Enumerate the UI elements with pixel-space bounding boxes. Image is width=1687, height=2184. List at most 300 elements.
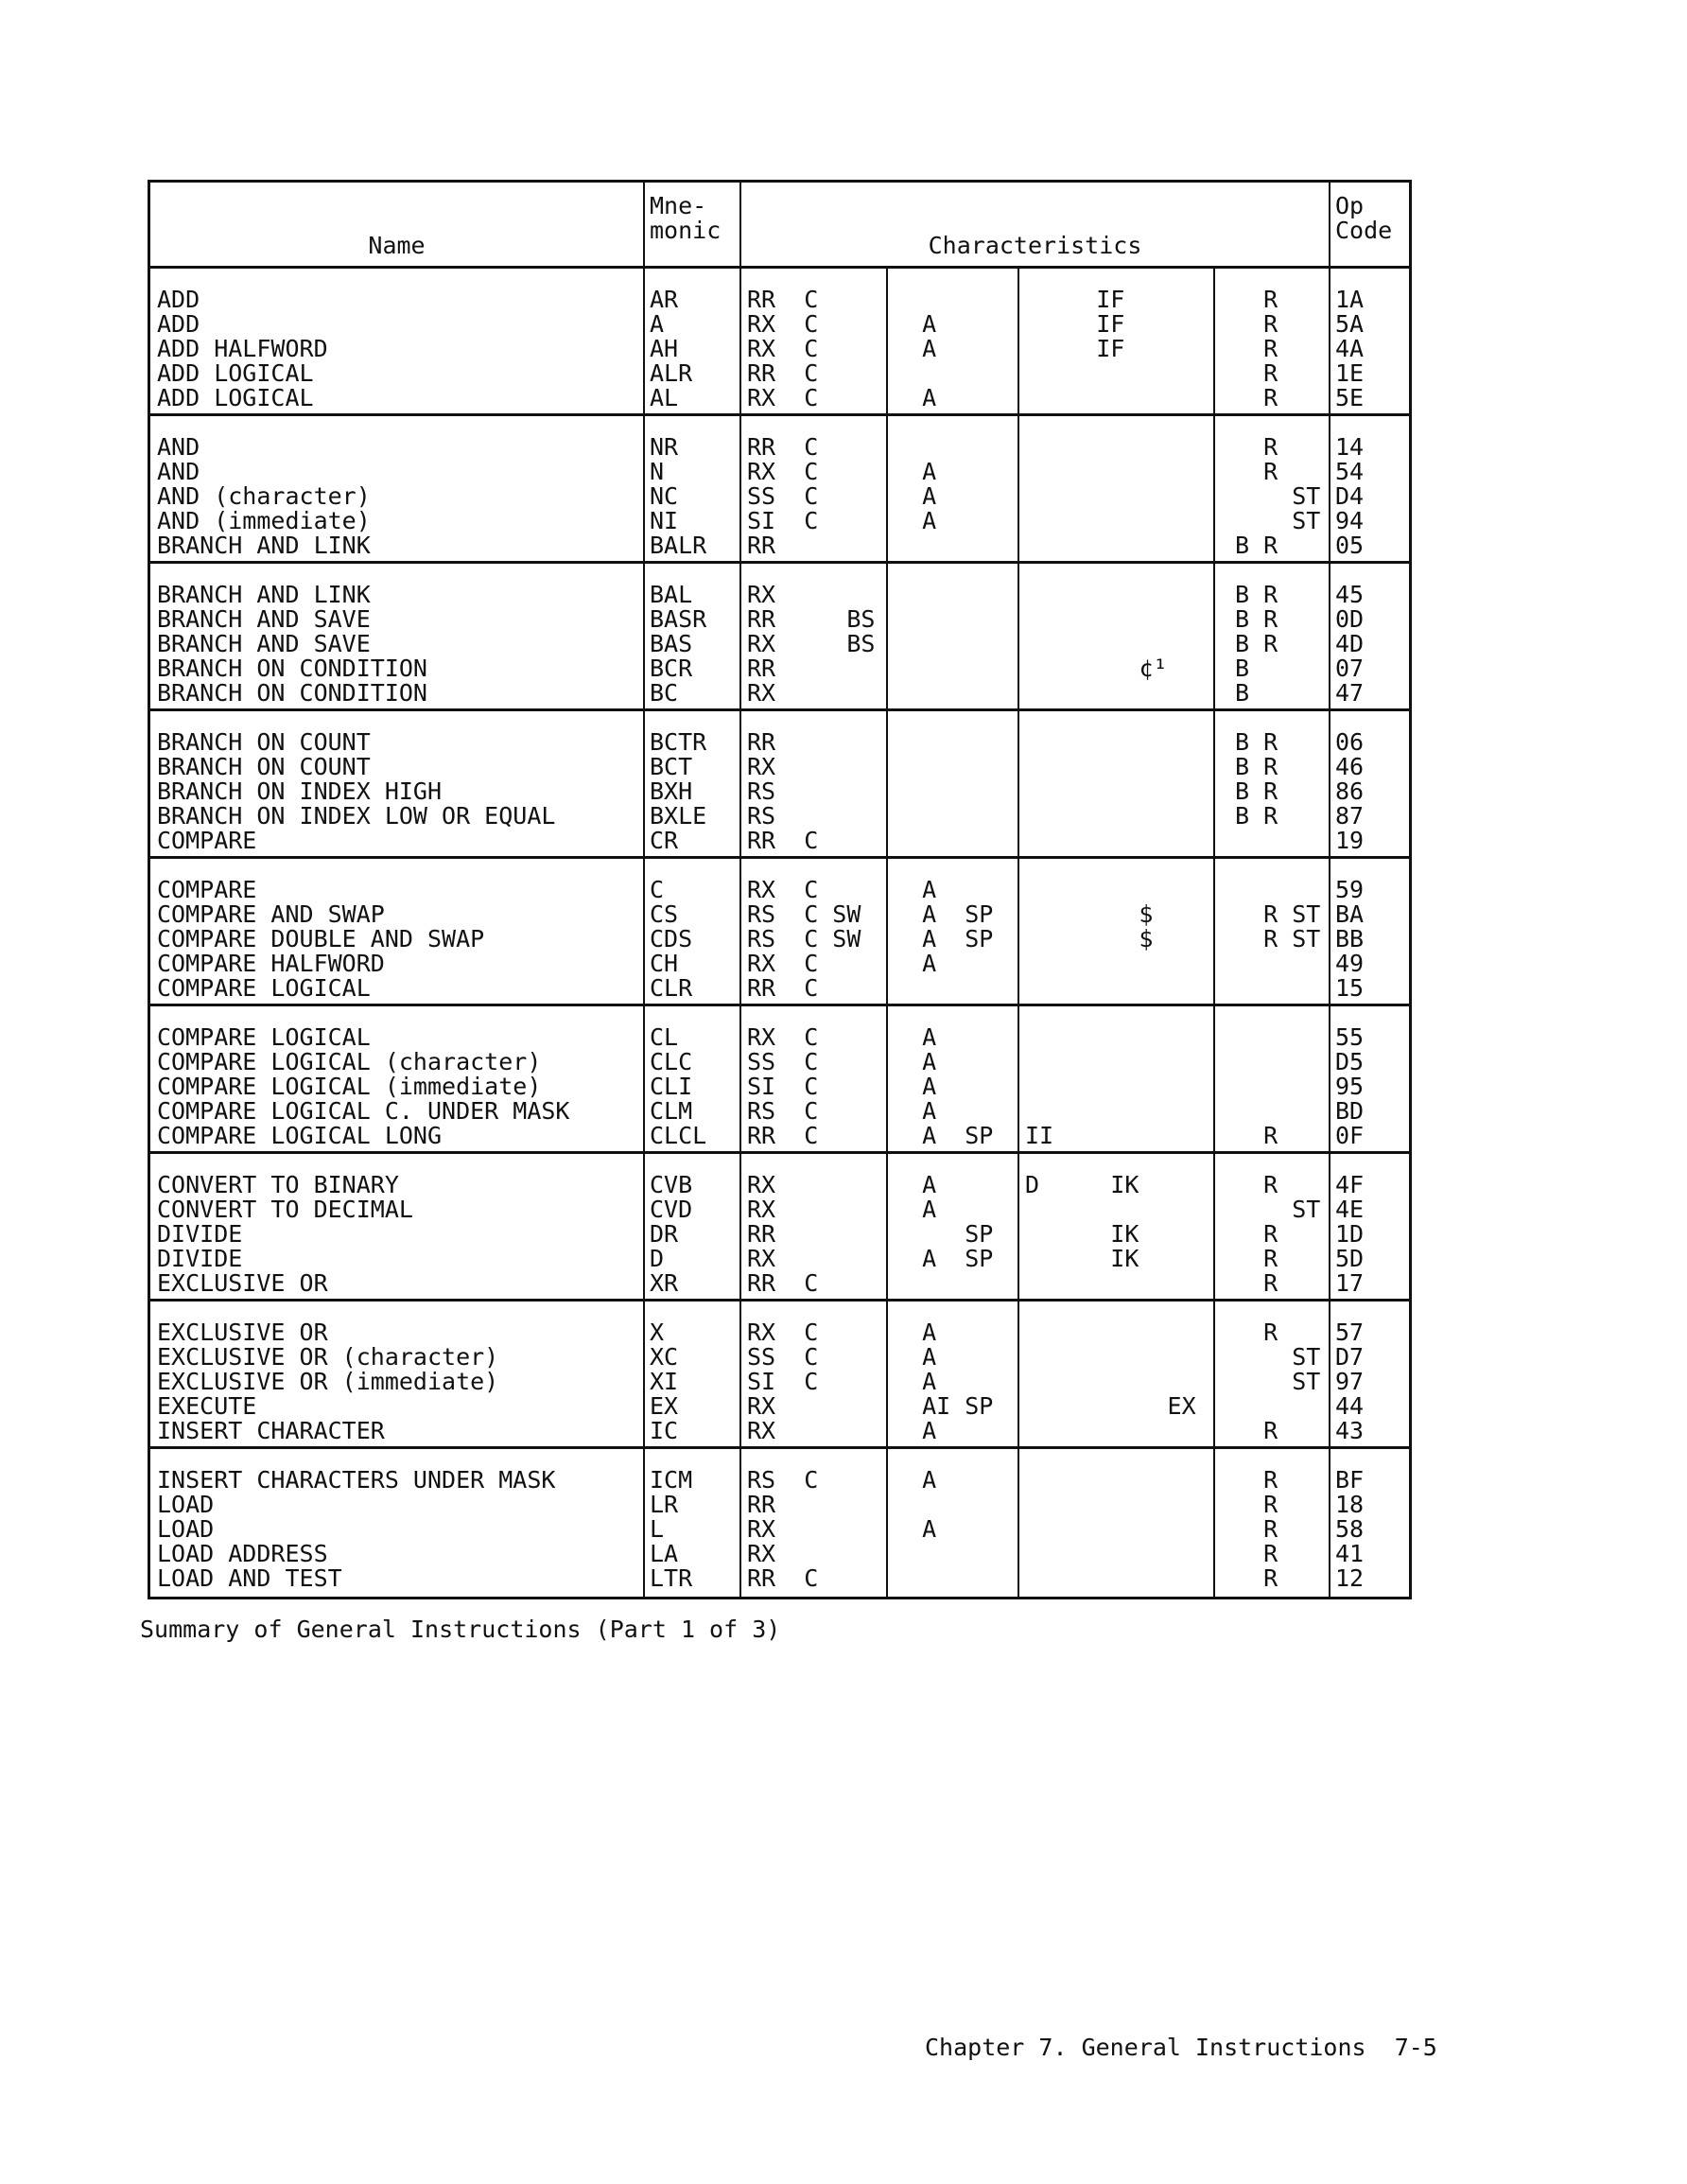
cell-mn: C — [650, 876, 665, 903]
cell-c2: A — [894, 1368, 937, 1395]
cell-c3 — [1025, 533, 1213, 558]
cell-c4: ST — [1221, 507, 1321, 534]
cell-name: DIVIDE — [157, 1220, 243, 1248]
cell-c3 — [1025, 878, 1213, 902]
cell-op: BB — [1335, 925, 1365, 952]
cell-mn: BALR — [650, 532, 707, 559]
cell-op: 54 — [1335, 458, 1365, 485]
cell-c1: RR C — [747, 359, 819, 387]
cell-c2 — [894, 681, 1017, 706]
column-c2 — [888, 711, 1019, 856]
cell-name: LOAD ADDRESS — [157, 1540, 328, 1567]
cell-name: COMPARE DOUBLE AND SWAP — [157, 925, 485, 952]
cell-c4: R — [1221, 1245, 1278, 1272]
cell-c2: AI SP — [894, 1392, 994, 1420]
cell-c4: B — [1221, 655, 1250, 682]
row-group — [150, 711, 1409, 859]
cell-op: D5 — [1335, 1048, 1365, 1075]
cell-mn: BC — [650, 679, 679, 707]
cell-c4: ST — [1221, 1196, 1321, 1223]
footer-chapter: Chapter 7. General Instructions — [925, 2034, 1366, 2061]
column-c1 — [741, 269, 888, 413]
cell-mn: CH — [650, 950, 679, 977]
column-op — [1330, 859, 1409, 1004]
cell-op: 43 — [1335, 1417, 1365, 1444]
cell-c3 — [1025, 1271, 1213, 1296]
row-group — [150, 1154, 1409, 1302]
cell-c2 — [894, 1542, 1017, 1566]
cell-name: BRANCH AND SAVE — [157, 605, 371, 633]
cell-c4: R — [1221, 1319, 1278, 1346]
cell-op: 55 — [1335, 1023, 1365, 1051]
cell-c2 — [894, 607, 1017, 632]
cell-c4: R — [1221, 286, 1278, 313]
cell-c3: IK — [1025, 1220, 1139, 1248]
cell-c1: SI C — [747, 1368, 819, 1395]
cell-c4: R — [1221, 1491, 1278, 1518]
cell-op: 45 — [1335, 581, 1365, 608]
cell-c3 — [1025, 829, 1213, 853]
cell-name: INSERT CHARACTERS UNDER MASK — [157, 1466, 556, 1494]
header-mnemonic-line1: Mne- — [650, 192, 707, 219]
cell-op: 07 — [1335, 655, 1365, 682]
cell-mn: BAL — [650, 581, 693, 608]
cell-name: AND — [157, 458, 200, 485]
column-c4 — [1215, 1006, 1330, 1151]
cell-c2 — [894, 779, 1017, 804]
cell-c2: A — [894, 1319, 937, 1346]
cell-c4: R — [1221, 1540, 1278, 1567]
cell-c4: B R — [1221, 728, 1278, 756]
cell-c3 — [1025, 1542, 1213, 1566]
column-c1 — [741, 711, 888, 856]
cell-c2 — [894, 1271, 1017, 1296]
cell-c3 — [1025, 681, 1213, 706]
cell-op: 4F — [1335, 1171, 1365, 1198]
cell-name: LOAD — [157, 1515, 215, 1543]
cell-c1: RX — [747, 1196, 776, 1223]
cell-name: COMPARE LOGICAL C. UNDER MASK — [157, 1097, 570, 1125]
cell-c1: RX C — [747, 950, 819, 977]
cell-name: COMPARE LOGICAL — [157, 1023, 371, 1051]
cell-name: AND (character) — [157, 482, 371, 510]
cell-name: EXECUTE — [157, 1392, 257, 1420]
cell-c3 — [1025, 460, 1213, 484]
cell-c4: B R — [1221, 532, 1278, 559]
column-c1 — [741, 1302, 888, 1446]
cell-op: 17 — [1335, 1269, 1365, 1297]
cell-mn: CLI — [650, 1073, 693, 1100]
cell-mn: LA — [650, 1540, 679, 1567]
cell-c3 — [1025, 1050, 1213, 1075]
table-body — [150, 269, 1409, 1597]
cell-c1: RS — [747, 778, 776, 805]
cell-c4: B R — [1221, 630, 1278, 657]
column-mn — [645, 1302, 741, 1446]
cell-op: 4D — [1335, 630, 1365, 657]
table-caption: Summary of General Instructions (Part 1 of 3) — [140, 1616, 781, 1643]
cell-c1: RR C — [747, 433, 819, 461]
cell-name: LOAD — [157, 1491, 215, 1518]
cell-c1: RX — [747, 1540, 776, 1567]
cell-op: 0D — [1335, 605, 1365, 633]
cell-c3: $ — [1025, 900, 1154, 928]
column-c3 — [1019, 269, 1215, 413]
cell-c4: R — [1221, 1171, 1278, 1198]
cell-c4: B — [1221, 679, 1250, 707]
cell-c4 — [1221, 1099, 1329, 1124]
cell-c2: A — [894, 1343, 937, 1371]
cell-c3: EX — [1025, 1392, 1196, 1420]
cell-c1: RX C — [747, 1319, 819, 1346]
cell-c2 — [894, 1566, 1017, 1591]
cell-mn: BCT — [650, 753, 693, 780]
cell-c2: A SP — [894, 900, 994, 928]
column-c4 — [1215, 564, 1330, 708]
cell-name: EXCLUSIVE OR (character) — [157, 1343, 499, 1371]
column-op — [1330, 269, 1409, 413]
cell-name: BRANCH ON INDEX LOW OR EQUAL — [157, 802, 556, 830]
cell-c4 — [1221, 1025, 1329, 1050]
cell-op: 86 — [1335, 778, 1365, 805]
cell-c4: R — [1221, 384, 1278, 411]
cell-name: AND — [157, 433, 200, 461]
column-name — [150, 1006, 645, 1151]
cell-op: BA — [1335, 900, 1365, 928]
cell-c3 — [1025, 632, 1213, 656]
cell-c3 — [1025, 1099, 1213, 1124]
cell-mn: BAS — [650, 630, 693, 657]
cell-c4 — [1221, 829, 1329, 853]
cell-c1: RS C — [747, 1466, 819, 1494]
cell-mn: CDS — [650, 925, 693, 952]
cell-c1: RR C — [747, 286, 819, 313]
cell-op: 59 — [1335, 876, 1365, 903]
cell-c1: RX — [747, 1171, 776, 1198]
row-group — [150, 269, 1409, 416]
cell-c2: A — [894, 335, 937, 362]
column-mn — [645, 1154, 741, 1299]
cell-c2: A — [894, 1073, 937, 1100]
cell-op: 0F — [1335, 1122, 1365, 1149]
column-c1 — [741, 1006, 888, 1151]
cell-c1: RR C — [747, 974, 819, 1002]
cell-op: 44 — [1335, 1392, 1365, 1420]
column-name — [150, 1154, 645, 1299]
cell-c3 — [1025, 730, 1213, 755]
cell-mn: X — [650, 1319, 665, 1346]
column-name — [150, 859, 645, 1004]
cell-c4 — [1221, 1075, 1329, 1099]
cell-c1: RR C — [747, 1269, 819, 1297]
row-group — [150, 859, 1409, 1006]
cell-c2 — [894, 804, 1017, 829]
cell-op: 5E — [1335, 384, 1365, 411]
column-c4 — [1215, 711, 1330, 856]
cell-c2 — [894, 656, 1017, 681]
cell-c4: R — [1221, 1220, 1278, 1248]
cell-c1: RS C — [747, 1097, 819, 1125]
cell-c2: SP — [894, 1220, 994, 1248]
cell-mn: CLR — [650, 974, 693, 1002]
cell-c2: A — [894, 310, 937, 338]
cell-c4: R ST — [1221, 900, 1321, 928]
cell-c4: R ST — [1221, 925, 1321, 952]
cell-c1: RX — [747, 753, 776, 780]
cell-mn: EX — [650, 1392, 679, 1420]
cell-op: 19 — [1335, 827, 1365, 854]
column-c2 — [888, 1006, 1019, 1151]
cell-c4: R — [1221, 1466, 1278, 1494]
cell-c4: B R — [1221, 581, 1278, 608]
cell-c2: A SP — [894, 925, 994, 952]
cell-c4: R — [1221, 335, 1278, 362]
cell-c1: RX — [747, 1245, 776, 1272]
cell-name: BRANCH ON CONDITION — [157, 679, 427, 707]
cell-name: BRANCH ON COUNT — [157, 753, 371, 780]
cell-mn: D — [650, 1245, 665, 1272]
column-c3 — [1019, 1154, 1215, 1299]
cell-c1: SI C — [747, 507, 819, 534]
column-name — [150, 269, 645, 413]
column-c4 — [1215, 1449, 1330, 1597]
cell-c2: A — [894, 458, 937, 485]
cell-c4: R — [1221, 1122, 1278, 1149]
cell-c1: RX C — [747, 335, 819, 362]
cell-c2 — [894, 976, 1017, 1001]
cell-c1: RR C — [747, 1564, 819, 1592]
column-c2 — [888, 859, 1019, 1004]
cell-op: 05 — [1335, 532, 1365, 559]
cell-c3 — [1025, 976, 1213, 1001]
cell-name: ADD LOGICAL — [157, 384, 314, 411]
cell-mn: LTR — [650, 1564, 693, 1592]
cell-mn: DR — [650, 1220, 679, 1248]
cell-mn: XR — [650, 1269, 679, 1297]
cell-name: COMPARE LOGICAL (immediate) — [157, 1073, 542, 1100]
cell-c3 — [1025, 361, 1213, 386]
cell-c4: R — [1221, 310, 1278, 338]
cell-mn: CVB — [650, 1171, 693, 1198]
cell-name: DIVIDE — [157, 1245, 243, 1272]
cell-mn: XC — [650, 1343, 679, 1371]
column-op — [1330, 416, 1409, 561]
cell-c1: SS C — [747, 482, 819, 510]
cell-op: D4 — [1335, 482, 1365, 510]
column-mn — [645, 269, 741, 413]
cell-name: BRANCH AND LINK — [157, 581, 371, 608]
footer-page-number: 7-5 — [1394, 2034, 1437, 2061]
cell-mn: IC — [650, 1417, 679, 1444]
cell-op: 5D — [1335, 1245, 1365, 1272]
cell-c1: RX C — [747, 458, 819, 485]
cell-c2 — [894, 730, 1017, 755]
cell-c1: RX C — [747, 1023, 819, 1051]
header-name — [150, 183, 645, 266]
column-name — [150, 1302, 645, 1446]
cell-c3 — [1025, 1517, 1213, 1542]
column-mn — [645, 416, 741, 561]
cell-c2: A — [894, 482, 937, 510]
cell-name: ADD HALFWORD — [157, 335, 328, 362]
cell-mn: LR — [650, 1491, 679, 1518]
cell-c4: R — [1221, 1417, 1278, 1444]
column-c2 — [888, 416, 1019, 561]
column-c4 — [1215, 1154, 1330, 1299]
cell-mn: BXH — [650, 778, 693, 805]
column-c1 — [741, 416, 888, 561]
header-opcode-line1: Op — [1335, 192, 1365, 219]
cell-c4: R — [1221, 1515, 1278, 1543]
cell-name: BRANCH ON INDEX HIGH — [157, 778, 443, 805]
cell-c4: R — [1221, 1269, 1278, 1297]
cell-name: COMPARE LOGICAL (character) — [157, 1048, 542, 1075]
cell-c4: B R — [1221, 802, 1278, 830]
cell-mn: CS — [650, 900, 679, 928]
column-mn — [645, 1449, 741, 1597]
cell-c1: RR — [747, 532, 776, 559]
cell-op: 58 — [1335, 1515, 1365, 1543]
cell-c2: A — [894, 1466, 937, 1494]
cell-name: INSERT CHARACTER — [157, 1417, 385, 1444]
cell-c2: A — [894, 1097, 937, 1125]
cell-mn: BXLE — [650, 802, 707, 830]
cell-c1: RR C — [747, 827, 819, 854]
cell-c4: ST — [1221, 482, 1321, 510]
cell-c3 — [1025, 386, 1213, 411]
cell-c3 — [1025, 1345, 1213, 1370]
cell-c3 — [1025, 607, 1213, 632]
cell-c3 — [1025, 1025, 1213, 1050]
cell-c4: R — [1221, 359, 1278, 387]
cell-c2: A — [894, 1171, 937, 1198]
cell-mn: A — [650, 310, 665, 338]
column-c4 — [1215, 269, 1330, 413]
cell-op: 18 — [1335, 1491, 1365, 1518]
cell-name: CONVERT TO DECIMAL — [157, 1196, 413, 1223]
cell-c1: RR — [747, 1491, 776, 1518]
row-group — [150, 1302, 1409, 1449]
cell-c2 — [894, 1493, 1017, 1517]
column-op — [1330, 711, 1409, 856]
column-c2 — [888, 1154, 1019, 1299]
cell-c1: RS C SW — [747, 925, 861, 952]
column-c1 — [741, 859, 888, 1004]
column-mn — [645, 564, 741, 708]
column-name — [150, 416, 645, 561]
cell-c2 — [894, 583, 1017, 607]
cell-c2: A — [894, 1417, 937, 1444]
column-c4 — [1215, 416, 1330, 561]
cell-c2 — [894, 435, 1017, 460]
cell-c1: RX C — [747, 384, 819, 411]
cell-c1: RR — [747, 1220, 776, 1248]
cell-c1: RR C — [747, 1122, 819, 1149]
cell-c4: B R — [1221, 753, 1278, 780]
column-op — [1330, 564, 1409, 708]
cell-c1: RS C SW — [747, 900, 861, 928]
column-op — [1330, 1006, 1409, 1151]
cell-mn: CLC — [650, 1048, 693, 1075]
cell-name: COMPARE — [157, 827, 257, 854]
cell-c3 — [1025, 1493, 1213, 1517]
cell-c1: SS C — [747, 1343, 819, 1371]
cell-c1: RX — [747, 679, 776, 707]
cell-name: EXCLUSIVE OR (immediate) — [157, 1368, 499, 1395]
cell-op: 41 — [1335, 1540, 1365, 1567]
cell-name: EXCLUSIVE OR — [157, 1319, 328, 1346]
cell-c3 — [1025, 804, 1213, 829]
cell-c2 — [894, 755, 1017, 779]
cell-name: COMPARE AND SWAP — [157, 900, 385, 928]
cell-op: 5A — [1335, 310, 1365, 338]
cell-c3 — [1025, 952, 1213, 976]
cell-c3: $ — [1025, 925, 1154, 952]
cell-mn: BCR — [650, 655, 693, 682]
cell-c3 — [1025, 1468, 1213, 1493]
cell-name: EXCLUSIVE OR — [157, 1269, 328, 1297]
cell-name: COMPARE HALFWORD — [157, 950, 385, 977]
column-op — [1330, 1154, 1409, 1299]
cell-mn: BCTR — [650, 728, 707, 756]
cell-name: ADD — [157, 286, 200, 313]
cell-c2 — [894, 361, 1017, 386]
column-name — [150, 1449, 645, 1597]
cell-c2 — [894, 632, 1017, 656]
cell-c4 — [1221, 878, 1329, 902]
cell-c1: SI C — [747, 1073, 819, 1100]
column-c1 — [741, 1449, 888, 1597]
row-group — [150, 416, 1409, 564]
cell-op: 4E — [1335, 1196, 1365, 1223]
column-mn — [645, 859, 741, 1004]
header-mnemonic-line2: monic — [650, 217, 722, 244]
cell-c2: A — [894, 1023, 937, 1051]
cell-c4: ST — [1221, 1343, 1321, 1371]
cell-c2: A — [894, 950, 937, 977]
cell-mn: N — [650, 458, 665, 485]
cell-c3 — [1025, 1566, 1213, 1591]
cell-name: COMPARE — [157, 876, 257, 903]
cell-op: 95 — [1335, 1073, 1365, 1100]
cell-c4 — [1221, 976, 1329, 1001]
cell-c4: B R — [1221, 605, 1278, 633]
cell-c4 — [1221, 1050, 1329, 1075]
header-characteristics-label: Characteristics — [928, 232, 1142, 259]
cell-c4: R — [1221, 458, 1278, 485]
column-c3 — [1019, 1006, 1215, 1151]
cell-c4: ST — [1221, 1368, 1321, 1395]
cell-c3 — [1025, 435, 1213, 460]
column-c3 — [1019, 416, 1215, 561]
cell-op: 4A — [1335, 335, 1365, 362]
cell-c2: A — [894, 1196, 937, 1223]
cell-c4 — [1221, 1394, 1329, 1419]
cell-mn: AL — [650, 384, 679, 411]
cell-c3: II — [1025, 1122, 1054, 1149]
cell-c1: RR — [747, 655, 776, 682]
column-c2 — [888, 1449, 1019, 1597]
column-op — [1330, 1449, 1409, 1597]
row-group — [150, 1006, 1409, 1154]
cell-c1: RX — [747, 1392, 776, 1420]
cell-op: BD — [1335, 1097, 1365, 1125]
cell-mn: BASR — [650, 605, 707, 633]
cell-c3: ¢¹ — [1025, 655, 1168, 682]
table-header — [150, 183, 1409, 269]
cell-mn: ALR — [650, 359, 693, 387]
cell-op: D7 — [1335, 1343, 1365, 1371]
